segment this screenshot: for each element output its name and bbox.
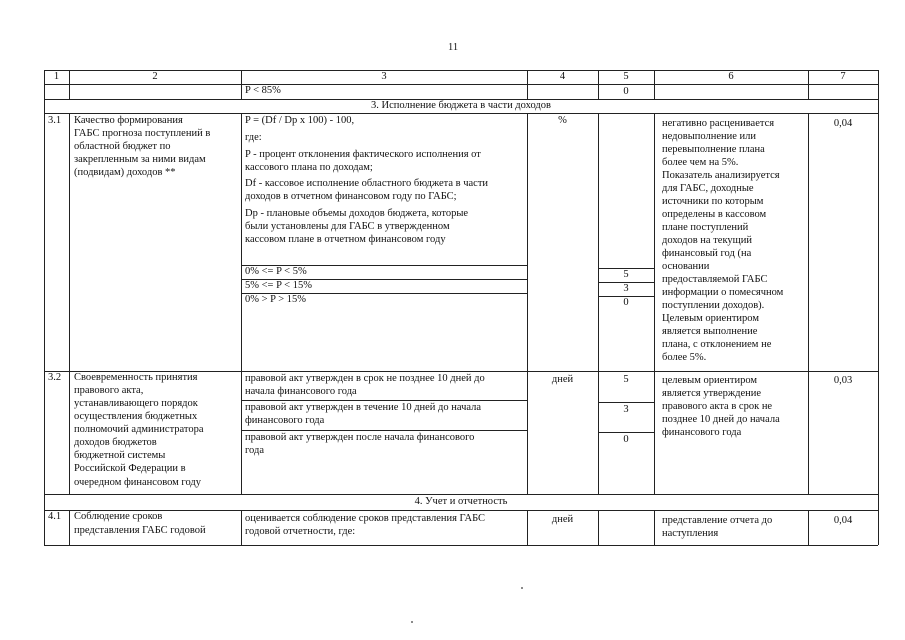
indicator-name-line: Соблюдение сроков (74, 511, 163, 522)
condition-text: P < 85% (245, 85, 281, 96)
table-line (654, 113, 655, 494)
comment-line: более чем на 5%. (662, 157, 739, 168)
comment-line: позднее 10 дней до начала (662, 414, 780, 425)
row-number: 3.2 (48, 372, 62, 383)
condition-text: 0% <= P < 5% (245, 266, 307, 277)
condition-text: 5% <= P < 15% (245, 280, 312, 291)
table-line (44, 510, 878, 511)
comment-line: перевыполнение плана (662, 144, 765, 155)
page-number: 11 (448, 42, 459, 53)
table-line (808, 113, 809, 494)
score-value: 0 (623, 434, 629, 445)
score-value: 3 (623, 404, 629, 415)
scan-speck (411, 621, 413, 623)
definition-line: P - процент отклонения фактического исполнения от (245, 149, 481, 160)
indicator-name-line: осуществления бюджетных (74, 411, 198, 422)
score-value: 5 (623, 374, 629, 385)
condition-text: правовой акт утвержден в срок не позднее 10 дней до (245, 373, 485, 384)
comment-line: поступлении доходов). (662, 300, 765, 311)
definition-line: доходов в отчетном финансовом году по ГАБС; (245, 191, 457, 202)
formula-where: где: (245, 132, 262, 143)
table-line (598, 402, 654, 403)
comment-line: плана, с отклонением не (662, 339, 772, 350)
indicator-name-line: очередном финансовом году (74, 477, 201, 488)
comment-line: более 5%. (662, 352, 707, 363)
indicator-name-line: (подвидам) доходов ** (74, 167, 176, 178)
weight-value: 0,04 (833, 118, 853, 129)
comment-line: предоставляемой ГАБС (662, 274, 768, 285)
description-line: годовой отчетности, где: (245, 526, 356, 537)
condition-text: года (245, 445, 264, 456)
condition-text: 0% > P > 15% (245, 294, 307, 305)
weight-value: 0,04 (833, 515, 853, 526)
indicator-name-line: бюджетной системы (74, 450, 166, 461)
comment-line: Показатель анализируется (662, 170, 780, 181)
table-line (44, 113, 878, 114)
column-header-6: 6 (728, 71, 734, 82)
definition-line: были установлены для ГАБС в утвержденном (245, 221, 450, 232)
comment-line: правового акта в срок не (662, 401, 773, 412)
comment-line: информации о помесячном (662, 287, 784, 298)
column-header-4: 4 (559, 71, 566, 82)
scan-speck (521, 587, 523, 589)
column-header-5: 5 (623, 71, 629, 82)
comment-line: источники по которым (662, 196, 764, 207)
comment-line: представление отчета до (662, 515, 773, 526)
table-line (598, 510, 599, 545)
definition-line: кассовом плане в отчетном финансовом году (245, 234, 446, 245)
score-value: 0 (623, 86, 629, 97)
weight-value: 0,03 (833, 375, 853, 386)
table-line (69, 510, 70, 545)
indicator-name-line: Российской Федерации в (74, 463, 186, 474)
definition-line: Df - кассовое исполнение областного бюджета в части (245, 178, 489, 189)
comment-line: финансового года (662, 427, 742, 438)
formula: P = (Df / Dp x 100) - 100, (245, 115, 355, 126)
comment-line: наступления (662, 528, 719, 539)
table-line (878, 70, 879, 545)
table-line (44, 70, 45, 545)
score-value: 0 (623, 297, 629, 308)
section-heading: 3. Исполнение бюджета в части доходов (371, 100, 551, 111)
section-heading: 4. Учет и отчетность (414, 496, 508, 507)
indicator-name-line: представления ГАБС годовой (74, 525, 206, 536)
table-line (44, 545, 878, 546)
score-value: 3 (623, 283, 629, 294)
table-line (44, 494, 878, 495)
row-number: 3.1 (48, 115, 62, 126)
table-line (241, 430, 527, 431)
table-line (654, 510, 655, 545)
column-header-3: 3 (381, 71, 387, 82)
table-line (44, 84, 878, 85)
condition-text: начала финансового года (245, 386, 357, 397)
indicator-name-line: областной бюджет по (74, 141, 171, 152)
comment-line: доходов на текущий (662, 235, 752, 246)
column-header-2: 2 (152, 71, 158, 82)
indicator-name-line: Качество формирования (74, 115, 183, 126)
condition-text: правовой акт утвержден в течение 10 дней до начала (245, 402, 482, 413)
comment-line: Целевым ориентиром (662, 313, 759, 324)
unit-value: дней (551, 514, 574, 525)
unit-value: % (558, 115, 567, 126)
unit-value: дней (551, 374, 574, 385)
indicator-name-line: полномочий администратора (74, 424, 204, 435)
comment-line: определены в кассовом (662, 209, 767, 220)
comment-line: является выполнение (662, 326, 758, 337)
indicator-name-line: правового акта, (74, 385, 144, 396)
table-line (241, 113, 242, 494)
definition-line: кассового плана по доходам; (245, 162, 373, 173)
column-header-1: 1 (53, 71, 60, 82)
indicator-name-line: закрепленным за ними видам (74, 154, 206, 165)
table-line (527, 113, 528, 494)
column-header-7: 7 (840, 71, 846, 82)
table-line (598, 432, 654, 433)
comment-line: плане поступлений (662, 222, 749, 233)
indicator-name-line: доходов бюджетов (74, 437, 157, 448)
definition-line: Dp - плановые объемы доходов бюджета, которые (245, 208, 469, 219)
table-line (241, 400, 527, 401)
comment-line: целевым ориентиром (662, 375, 758, 386)
row-number: 4.1 (48, 511, 62, 522)
comment-line: финансовый год (на (662, 248, 752, 259)
indicator-name-line: ГАБС прогноза поступлений в (74, 128, 211, 139)
comment-line: недовыполнение или (662, 131, 756, 142)
condition-text: финансового года (245, 415, 325, 426)
table-line (241, 510, 242, 545)
indicator-name-line: Своевременность принятия (74, 372, 198, 383)
comment-line: негативно расценивается (662, 118, 775, 129)
condition-text: правовой акт утвержден после начала финансового (245, 432, 475, 443)
comment-line: для ГАБС, доходные (662, 183, 754, 194)
table-line (69, 113, 70, 494)
comment-line: основании (662, 261, 710, 272)
score-value: 5 (623, 269, 629, 280)
comment-line: является утверждение (662, 388, 762, 399)
description-line: оценивается соблюдение сроков представления ГАБС (245, 513, 486, 524)
indicator-name-line: устанавливающего порядок (74, 398, 198, 409)
